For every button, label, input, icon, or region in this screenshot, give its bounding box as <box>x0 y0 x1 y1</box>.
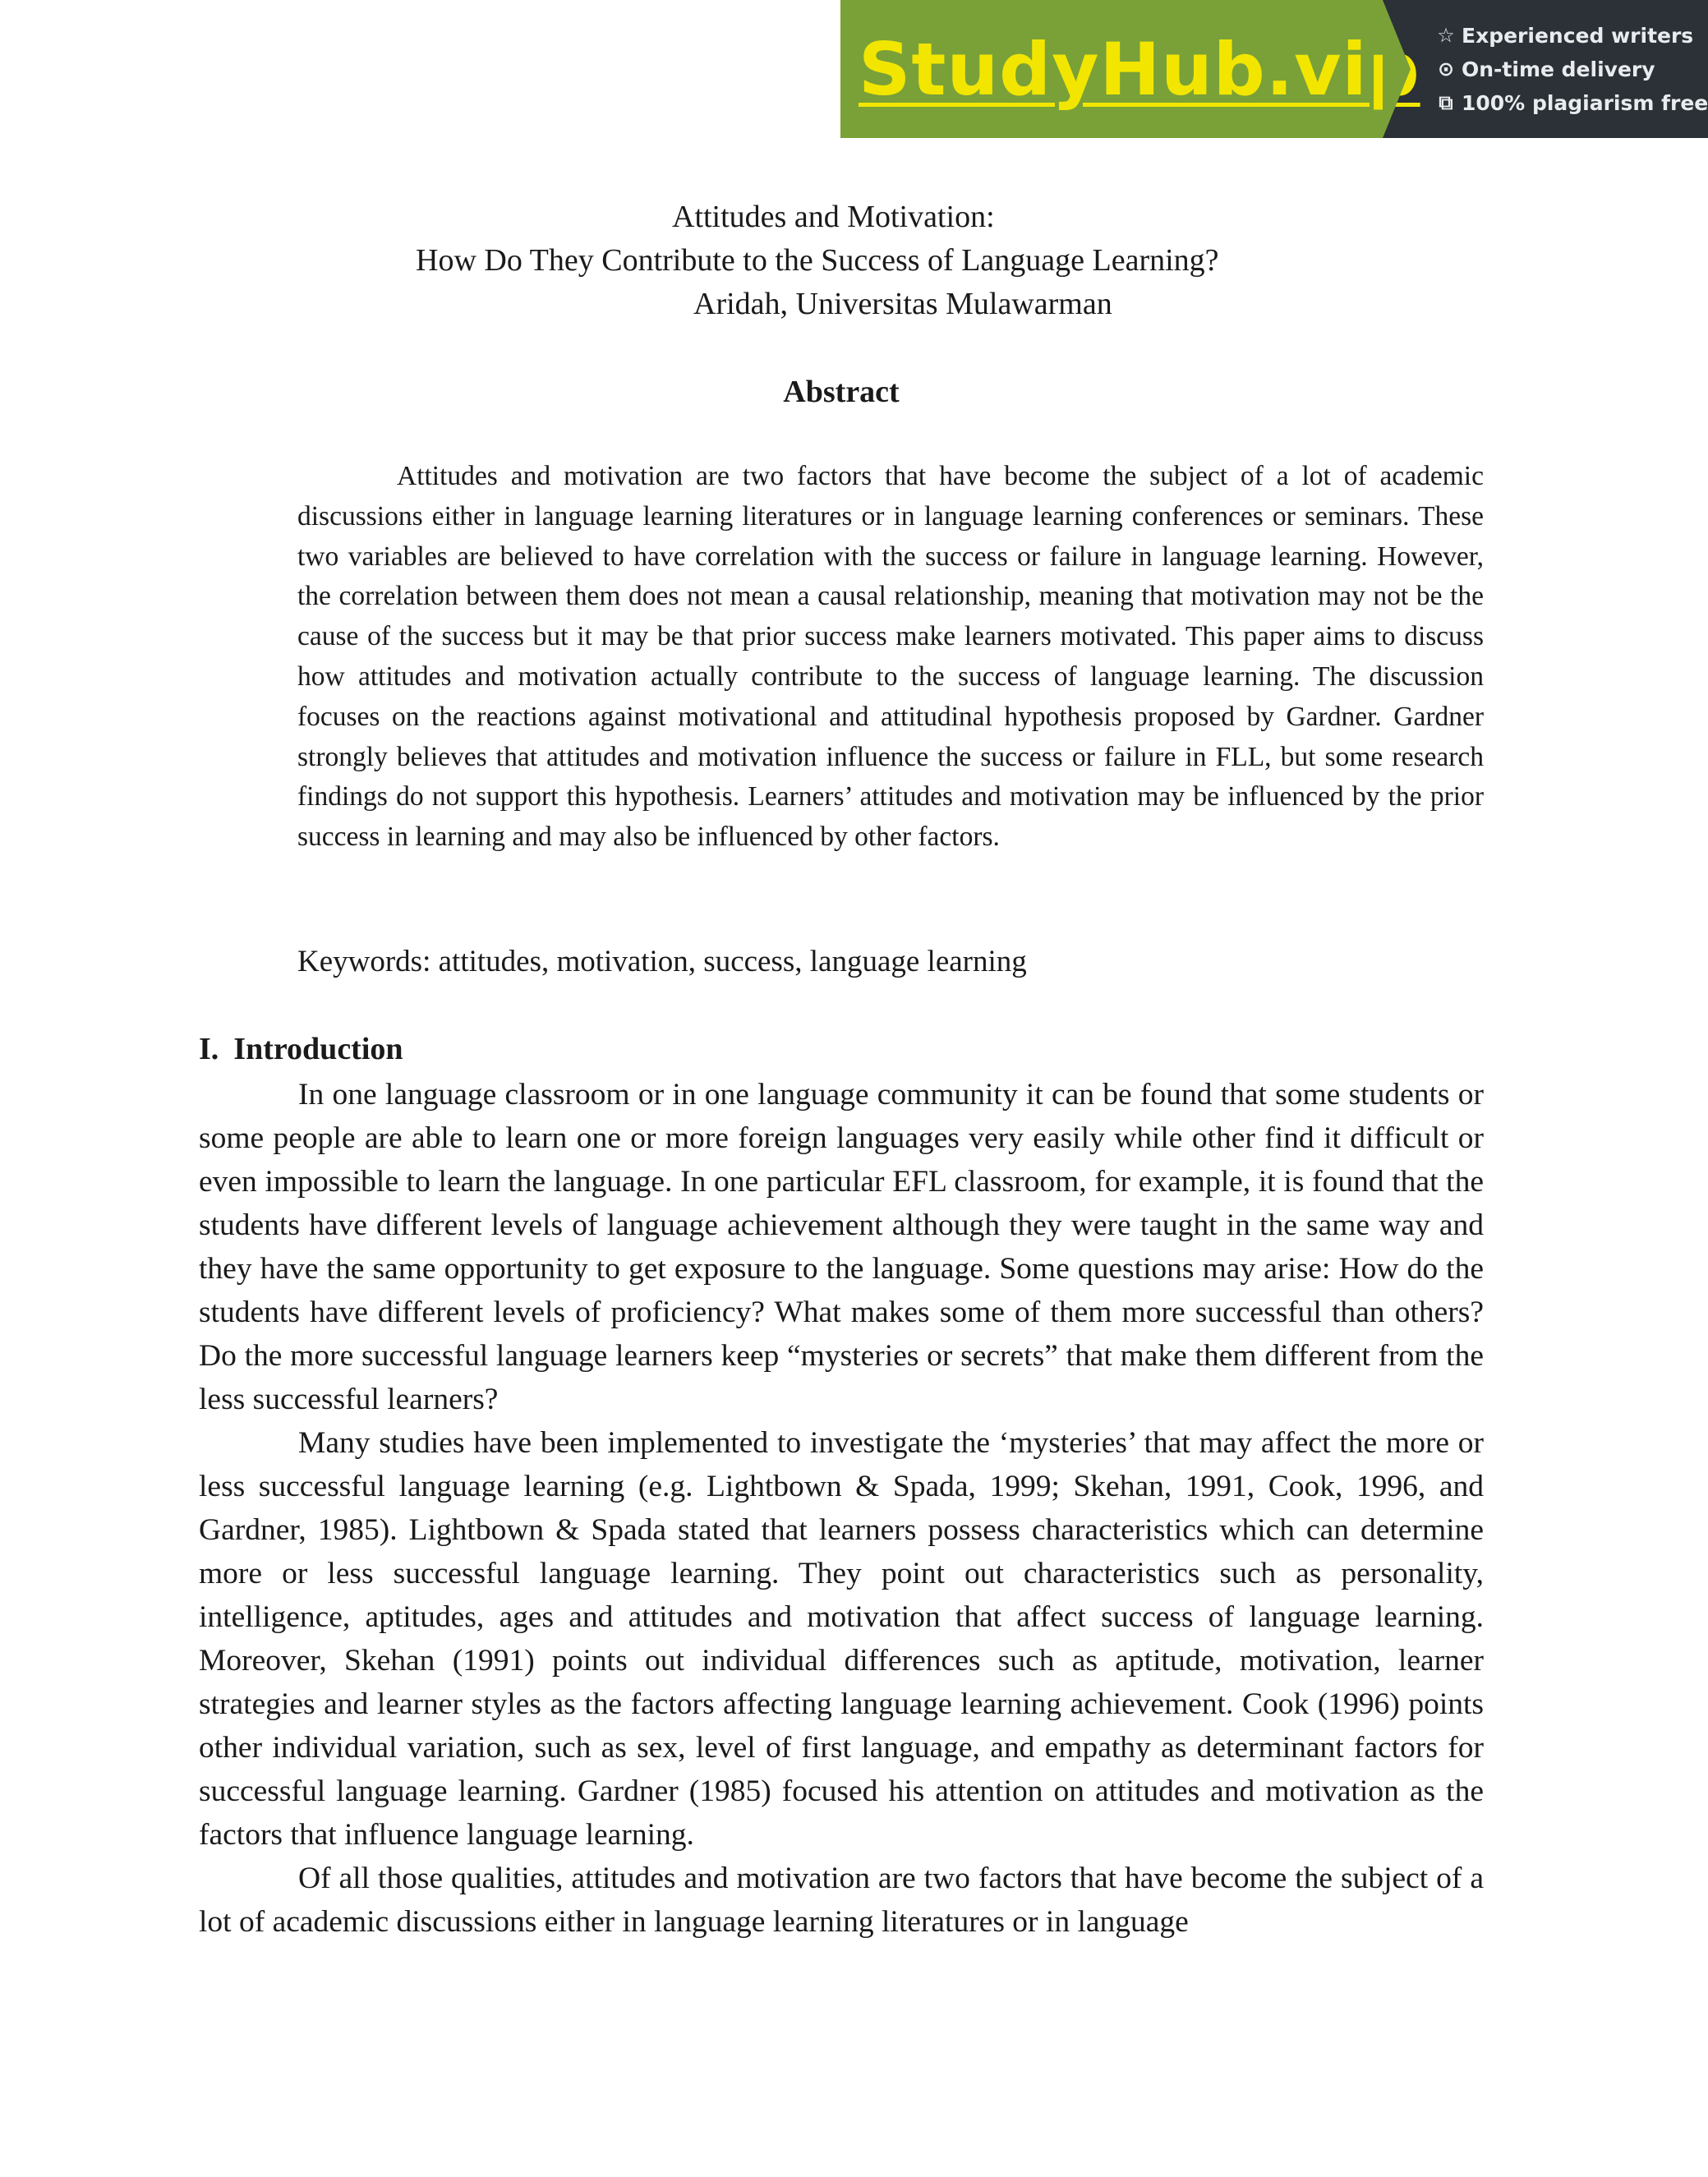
star-icon: ☆ <box>1437 23 1455 47</box>
paper-title-line2: How Do They Contribute to the Success of Language Learning? <box>416 243 1219 278</box>
abstract-heading: Abstract <box>783 375 900 409</box>
copy-icon: ⧉ <box>1439 90 1453 114</box>
introduction-body <box>199 1073 1484 1944</box>
section-number: I. <box>199 1032 219 1066</box>
feature-plagiarism-free <box>1435 86 1708 120</box>
section-title: Introduction <box>233 1032 403 1066</box>
studyhub-logo-text: StudyHub.vip <box>859 26 1420 112</box>
section-heading-introduction <box>199 1029 403 1070</box>
feature-on-time-delivery <box>1435 53 1708 86</box>
feature-label: Experienced writers <box>1462 23 1694 48</box>
paragraph: Many studies have been implemented to investigate the ‘mysteries’ that may affect the more or less successful language learning (e.g. Lightbown & Spada, 1999; Skehan, 1991, Cook, 1996, and Gardner, 1985). Lightbown & Spada stated that learners possess characteristics which can determine more or less successful language learning. They point out characteristics such as personality, intelligence, aptitudes, ages and attitudes and motivation that affect success of language learning. Moreover, Skehan (1991) points out individual differences such as aptitude, motivation, learner strategies and learner styles as the factors affecting language learning achievement. Cook (1996) points other individual variation, such as sex, level of first language, and empathy as determinant factors for successful language learning. Gardner (1985) focused his attention on attitudes and motivation as the factors that influence language learning. <box>199 1426 1484 1852</box>
studyhub-banner[interactable] <box>840 0 1708 138</box>
clock-icon: ⊙ <box>1437 57 1455 81</box>
studyhub-logo[interactable] <box>840 0 1420 138</box>
feature-label: On-time delivery <box>1462 57 1655 81</box>
abstract-text: Attitudes and motivation are two factors that have become the subject of a lot of academic discussions either in language learning literatures or in language learning conferences or seminars. These two variables are believed to have correlation with the success or failure in language learning. However, the correlation between them does not mean a causal relationship, meaning that motivation may not be the cause of the success but it may be that prior success make learners motivated. This paper aims to discuss how attitudes and motivation actually contribute to the success of language learning. The discussion focuses on the reactions against motivational and attitudinal hypothesis proposed by Gardner. Gardner strongly believes that attitudes and motivation influence the success or failure in FLL, but some research findings do not support this hypothesis. Learners’ attitudes and motivation may be influenced by the prior success in learning and may also be influenced by other factors. <box>297 461 1484 853</box>
paper-author: Aridah, Universitas Mulawarman <box>693 287 1112 321</box>
keywords: Keywords: attitudes, motivation, success, language learning <box>297 945 1027 978</box>
banner-features <box>1383 0 1708 138</box>
paper-title-line1: Attitudes and Motivation: <box>672 200 995 234</box>
paragraph: Of all those qualities, attitudes and motivation are two factors that have become the subject of a lot of academic discussions either in language learning literatures or in language <box>199 1862 1484 1939</box>
feature-experienced-writers <box>1435 19 1708 53</box>
paragraph: In one language classroom or in one language community it can be found that some students or some people are able to learn one or more foreign languages very easily while other find it difficult or even impossible to learn the language. In one particular EFL classroom, for example, it is found that the students have different levels of language achievement although they were taught in the same way and they have the same opportunity to get exposure to the language. Some questions may arise: How do the students have different levels of proficiency? What makes some of them more successful than others? Do the more successful language learners keep “mysteries or secrets” that make them different from the less successful learners? <box>199 1078 1484 1416</box>
feature-label: 100% plagiarism free <box>1462 90 1708 115</box>
